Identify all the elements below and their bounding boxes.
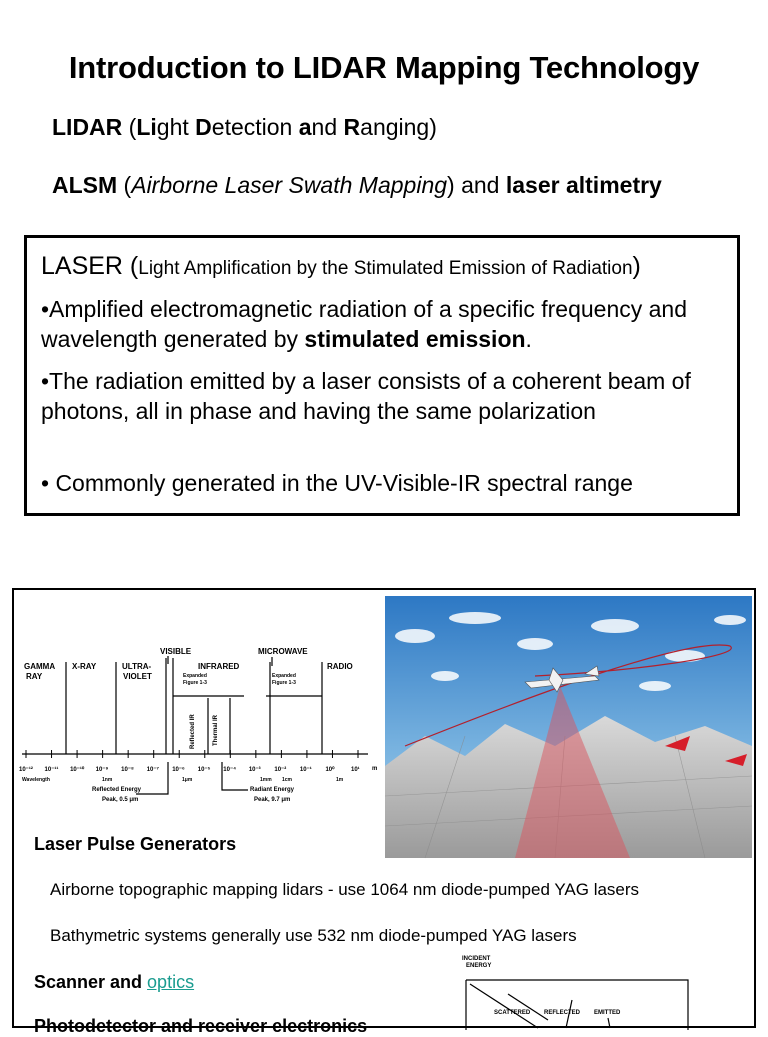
photodetector-heading: Photodetector and receiver electronics [34, 1016, 368, 1036]
laser-definition-box [24, 235, 740, 516]
lidar-definition [52, 114, 437, 141]
laser-bullet-1 [41, 294, 731, 354]
alsm-open: ( [117, 172, 132, 198]
wavelength-tick-label: 10⁻⁷ [146, 767, 160, 773]
expanded-label-2: Expanded [272, 673, 296, 679]
incident-label: INCIDENT [462, 956, 491, 962]
interaction-box-top [466, 980, 688, 1030]
lidar-paren: ( [128, 114, 137, 140]
um-label: 1μm [182, 777, 193, 783]
radiant-peak-label: Peak, 9.7 μm [254, 797, 291, 803]
scattered-ray [508, 994, 548, 1020]
lidar-nd: nd [311, 114, 344, 140]
em-spectrum-diagram [19, 644, 378, 824]
expanded-figure-1: Figure 1-3 [183, 680, 207, 686]
bullet-1-bold: stimulated emission [304, 326, 526, 352]
lidar-r: R [343, 114, 361, 140]
ultra-label: ULTRA- [122, 662, 152, 671]
scanner-optics-heading [34, 972, 194, 993]
alsm-definition [52, 172, 662, 199]
laser-expansion: Light Amplification by the Stimulated Emission of Radiation [138, 258, 633, 279]
ray-label: RAY [26, 672, 43, 681]
gamma-label: GAMMA [24, 662, 56, 671]
reflected-energy-label: Reflected Energy [92, 787, 142, 793]
bullet-1-end: . [525, 326, 532, 352]
wavelength-tick-label: 10⁻⁸ [121, 767, 134, 773]
wavelength-tick-label: 10¹ [351, 767, 360, 773]
lidar-etection: etection [211, 114, 299, 140]
bathymetric-item: Bathymetric systems generally use 532 nm diode-pumped YAG lasers [50, 926, 577, 945]
bullet-1-text: •Amplified electromagnetic radiation of a specific frequency and wavelength generated by [41, 296, 688, 352]
visible-label: VISIBLE [160, 647, 192, 656]
reflected-ir-label: Reflected IR [190, 714, 196, 749]
topographic-lidar-item: Airborne topographic mapping lidars - use 1064 nm diode-pumped YAG lasers [50, 880, 640, 899]
lidar-abbr: LIDAR [52, 114, 123, 140]
wavelength-tick-label: 10⁻¹⁰ [70, 767, 85, 773]
laser-open: ( [122, 252, 139, 280]
page-title: Introduction to LIDAR Mapping Technology [68, 50, 700, 85]
scattered-label: SCATTERED [494, 1010, 531, 1016]
wavelength-tick-label: 10⁰ [325, 767, 335, 773]
xray-label: X-RAY [72, 662, 97, 671]
radiant-energy-label: Radiant Energy [250, 787, 295, 793]
optics-link[interactable]: optics [147, 972, 195, 992]
wavelength-tick-label: 10⁻¹² [19, 767, 33, 773]
alsm-close: ) and [447, 172, 506, 198]
laser-pulse-generators-heading: Laser Pulse Generators [34, 834, 237, 854]
unit-m-label: m [372, 766, 378, 772]
laser-close: ) [632, 252, 641, 280]
laser-bullet-3: • Commonly generated in the UV-Visible-IR spectral range [41, 470, 633, 496]
wavelength-tick-label: 10⁻⁶ [172, 767, 185, 773]
thermal-ir-label: Thermal IR [213, 714, 219, 746]
lidar-ght: ght [156, 114, 196, 140]
reflected-peak-label: Peak, 0.5 μm [102, 797, 139, 803]
wavelength-tick-label: 10⁻³ [248, 767, 261, 773]
energy-label: ENERGY [466, 963, 492, 969]
radio-label: RADIO [327, 662, 353, 671]
lidar-li: Li [136, 114, 157, 140]
alsm-expansion: Airborne Laser Swath Mapping [131, 172, 448, 198]
lidar-a: a [298, 114, 312, 140]
lidar-anging: anging) [360, 114, 437, 140]
nm-label: 1nm [102, 777, 113, 783]
emitted-label: EMITTED [594, 1010, 621, 1016]
violet-label: VIOLET [123, 672, 152, 681]
scanner-label: Scanner and [34, 972, 148, 992]
microwave-label: MICROWAVE [258, 647, 308, 656]
laser-heading [41, 252, 641, 281]
reflected-label: REFLECTED [544, 1010, 580, 1016]
cm-label: 1cm [282, 777, 293, 783]
laser-bullet-2: •The radiation emitted by a laser consists of a coherent beam of photons, all in phase and having the same polarization [41, 368, 691, 424]
lidar-d: D [195, 114, 212, 140]
alsm-laser-altimetry: laser altimetry [505, 172, 662, 198]
expanded-label-1: Expanded [183, 673, 207, 679]
one-m-label: 1m [336, 777, 344, 783]
lidar-components-panel [12, 588, 756, 1036]
wavelength-tick-label: 10⁻⁵ [197, 767, 211, 773]
wavelength-tick-label: 10⁻⁹ [95, 767, 109, 773]
energy-interaction-diagram [448, 950, 698, 1030]
expanded-figure-2: Figure 1-3 [272, 680, 296, 686]
emitted-ray [608, 1018, 610, 1028]
airborne-lidar-scene-image [385, 596, 752, 858]
wavelength-label: Wavelength [22, 777, 50, 783]
wavelength-tick-label: 10⁻⁴ [223, 767, 237, 773]
incident-ray [470, 984, 538, 1028]
mm-label: 1mm [260, 777, 272, 783]
infrared-label: INFRARED [198, 662, 240, 671]
laser-term: LASER [41, 252, 123, 280]
wavelength-tick-label: 10⁻¹¹ [44, 767, 59, 773]
wavelength-tick-label: 10⁻² [274, 767, 287, 773]
wavelength-tick-label: 10⁻¹ [299, 767, 312, 773]
alsm-abbr: ALSM [52, 172, 118, 198]
